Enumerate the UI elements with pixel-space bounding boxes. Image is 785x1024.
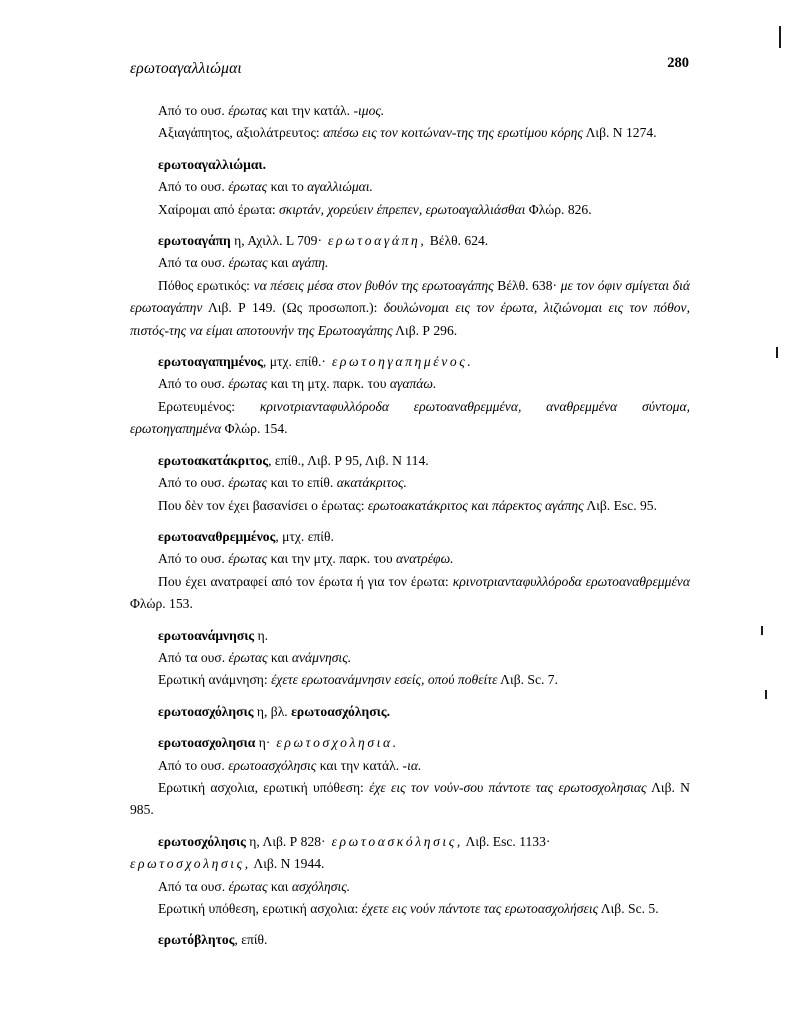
text-run: η, βλ.	[253, 703, 292, 719]
text-run: ερωτοαγάπη,	[322, 233, 427, 249]
scan-artifact-lower	[761, 626, 763, 635]
entry-headword: ερωτοσχόλησις	[158, 833, 246, 849]
dictionary-entry	[130, 230, 690, 252]
dictionary-paragraph	[130, 252, 690, 274]
running-head: ερωτοαγαλλιώμαι	[130, 60, 242, 77]
dictionary-paragraph	[130, 199, 690, 221]
text-run: κρινοτριανταφυλλόροδα ερωτοαναθρεμμένα, αναθρεμμένα σύντομα, ερωτοηγαπημένα	[130, 398, 691, 437]
dictionary-paragraph	[130, 755, 690, 777]
dictionary-paragraph	[130, 176, 690, 198]
text-run: η, Λιβ. Ρ 828·	[245, 833, 326, 849]
text-run: με τον όφιν σμίγεται διά ερωτοαγάπην	[130, 277, 691, 316]
dictionary-entry	[130, 351, 690, 373]
dictionary-entry	[130, 154, 690, 176]
dictionary-paragraph	[130, 669, 690, 691]
text-run: Αξιαγάπητος, αξιολάτρευτος:	[158, 125, 324, 141]
text-run: η.	[254, 627, 269, 643]
text-run: δουλώνομαι εις τον έρωτα, λιζιώνομαι εις τον πόθον,	[383, 300, 690, 316]
dictionary-paragraph	[130, 898, 690, 920]
dictionary-entry	[130, 450, 690, 472]
dictionary-entry	[130, 929, 690, 951]
dictionary-paragraph	[130, 472, 690, 494]
text-run: Ερωτική ασχολια, ερωτική υπόθεση:	[158, 779, 370, 795]
entry-headword: ερωτοαναθρεμμένος	[158, 528, 276, 544]
text-run: και την κατάλ.	[267, 103, 354, 118]
text-run: έχε εις τον νούν-σου πάντοτε τας ερωτοσχολησιας	[369, 779, 647, 795]
dictionary-entry	[130, 625, 690, 647]
text-run: και το	[267, 179, 308, 195]
text-run: έρωτας	[228, 376, 268, 392]
dictionary-entry	[130, 526, 690, 548]
entry-headword: ερωτοασχόλησις.	[291, 703, 390, 719]
dictionary-paragraph	[130, 122, 690, 144]
text-run: και	[267, 878, 292, 894]
dictionary-body	[130, 100, 690, 952]
text-run: Ερωτική υπόθεση, ερωτική ασχολια:	[158, 901, 362, 916]
page-number: 280	[667, 55, 689, 71]
text-run: , μτχ. επίθ.·	[262, 354, 326, 370]
dictionary-entry	[130, 732, 690, 754]
text-run: -ιμος.	[353, 103, 385, 118]
dictionary-paragraph	[130, 495, 690, 517]
text-run: έρωτας	[228, 255, 268, 271]
text-run: και	[267, 255, 292, 271]
text-run: έχετε εις νούν πάντοτε τας ερωτοασχολήσεις	[361, 901, 599, 916]
text-run: Που δὲν τον έχει βασανίσει ο έρωτας:	[158, 497, 368, 513]
text-run: απέσω εις τον κοιτώναν-της της ερωτίμου κόρης	[323, 125, 583, 141]
text-run: και την κατάλ.	[316, 757, 403, 773]
text-run: Από τα ουσ.	[158, 649, 229, 665]
text-run: , επίθ., Λιβ. Ρ 95, Λιβ. Ν 114.	[268, 452, 429, 468]
text-run: η, Αχιλλ. L 709·	[230, 233, 323, 249]
text-run: κρινοτριανταφυλλόροδα ερωτοαναθρεμμένα	[452, 573, 690, 589]
text-run: Από το ουσ.	[158, 551, 229, 567]
dictionary-paragraph	[130, 373, 690, 395]
scan-artifact-mid	[776, 347, 778, 358]
entry-headword: ερωτοανάμνησις	[158, 627, 255, 643]
text-run: Από το ουσ.	[158, 179, 229, 195]
text-run: έρωτας	[228, 878, 268, 894]
text-run: Φλώρ. 154.	[221, 421, 288, 437]
text-run: Φλώρ. 153.	[130, 596, 193, 612]
text-run: ερωτοηγαπημένος.	[325, 354, 474, 370]
dictionary-paragraph	[130, 647, 690, 669]
text-run: έρωτας	[228, 649, 268, 665]
text-run: Φλώρ. 826.	[525, 201, 592, 217]
text-run: , μτχ. επίθ.	[275, 528, 334, 544]
text-run: έρωτας	[228, 551, 268, 567]
dictionary-paragraph	[130, 571, 690, 616]
text-run: και τη μτχ. παρκ. του	[267, 376, 390, 392]
scan-artifact-top	[779, 26, 781, 48]
text-run: Λιβ. Ν 1274.	[582, 125, 657, 141]
text-run: Που έχει ανατραφεί από τον έρωτα ή για τον έρωτα:	[158, 573, 453, 589]
text-run: ασχόλησις.	[291, 878, 351, 894]
text-run: Λιβ. Ρ 296.	[392, 322, 458, 338]
text-run: Από το ουσ.	[158, 475, 229, 491]
text-run: Από τα ουσ.	[158, 878, 229, 894]
text-run: Χαίρομαι από έρωτα:	[158, 201, 280, 217]
text-run: ερωτοακατάκριτος και πάρεκτος αγάπης	[367, 497, 584, 513]
dictionary-paragraph	[130, 100, 690, 122]
text-run: -ια.	[402, 757, 422, 773]
dictionary-paragraph	[130, 777, 690, 822]
entry-headword: ερωτοακατάκριτος	[158, 452, 269, 468]
text-run: έρωτας	[228, 103, 268, 118]
text-run: Λιβ. Ρ 149. (Ως προσωποπ.):	[202, 300, 384, 316]
text-run: να πέσεις μέσα στον βυθόν της ερωτοαγάπης	[253, 277, 494, 293]
text-run: Λιβ. Sc. 7.	[497, 672, 558, 688]
entry-headword: ερωτοασχολησια	[158, 735, 256, 751]
text-run: Λιβ. Sc. 5.	[598, 901, 659, 916]
text-run: Λιβ. Esc. 1133·	[462, 833, 551, 849]
dictionary-paragraph	[130, 876, 690, 898]
text-run: έρωτας	[228, 475, 268, 491]
text-run: Ερωτευμένος:	[158, 398, 260, 414]
text-run: αγάπη.	[291, 255, 329, 271]
text-run: ερωτοασχόλησις	[228, 757, 317, 773]
text-run: σκιρτάν, χορεύειν έπρεπεν, ερωτοαγαλλιάσθαι	[279, 201, 526, 217]
text-run: Πόθος ερωτικός:	[158, 277, 254, 293]
text-run: ανατρέφω.	[396, 551, 454, 567]
scan-artifact-bottom	[765, 690, 767, 699]
dictionary-entry	[130, 831, 690, 853]
text-run: ερωτοασκόλησις,	[325, 833, 463, 849]
text-run: έρωτας	[228, 179, 268, 195]
dictionary-paragraph	[130, 396, 690, 441]
text-run: και	[267, 649, 292, 665]
dictionary-paragraph	[130, 853, 690, 875]
text-run: πιστός-της να είμαι αποτουνήν της Ερωτοαγάπης	[130, 322, 393, 338]
text-run: η·	[255, 735, 271, 751]
text-run: και την μτχ. παρκ. του	[267, 551, 396, 567]
text-run: Βέλθ. 638·	[493, 277, 561, 293]
text-run: ερωτοσχολησια.	[270, 735, 399, 751]
text-run: ανάμνησις.	[291, 649, 352, 665]
entry-headword: ερωτόβλητος	[158, 932, 235, 948]
text-run: Βέλθ. 624.	[426, 233, 489, 249]
text-run: Λιβ. Ν 985.	[130, 779, 690, 818]
text-run: Ερωτική ανάμνηση:	[158, 672, 272, 688]
dictionary-entry	[130, 701, 690, 723]
text-run: Από το ουσ.	[158, 103, 229, 118]
text-run: Από τα ουσ.	[158, 255, 229, 271]
text-run: , επίθ.	[234, 932, 268, 948]
entry-headword: ερωτοαγαπημένος	[158, 354, 263, 370]
text-run: Λιβ. Esc. 95.	[583, 497, 657, 513]
text-run: αγαλλιώμαι.	[307, 179, 373, 195]
text-run: έχετε ερωτοανάμνησιν εσείς, οπού ποθείτε	[271, 672, 498, 688]
text-run: αγαπάω.	[389, 376, 437, 392]
text-run: ακατάκριτος.	[336, 475, 407, 491]
entry-headword: ερωτοαγάπη	[158, 233, 231, 249]
text-run: και το επίθ.	[267, 475, 337, 491]
text-run: ερωτοσχολησις,	[130, 856, 251, 872]
dictionary-paragraph	[130, 548, 690, 570]
text-run: Από το ουσ.	[158, 757, 229, 773]
entry-headword: ερωτοασχόλησις	[158, 703, 254, 719]
text-run: Λιβ. Ν 1944.	[250, 856, 325, 872]
dictionary-paragraph	[130, 275, 690, 342]
entry-headword: ερωτοαγαλλιώμαι.	[158, 156, 267, 172]
text-run: Από το ουσ.	[158, 376, 229, 392]
